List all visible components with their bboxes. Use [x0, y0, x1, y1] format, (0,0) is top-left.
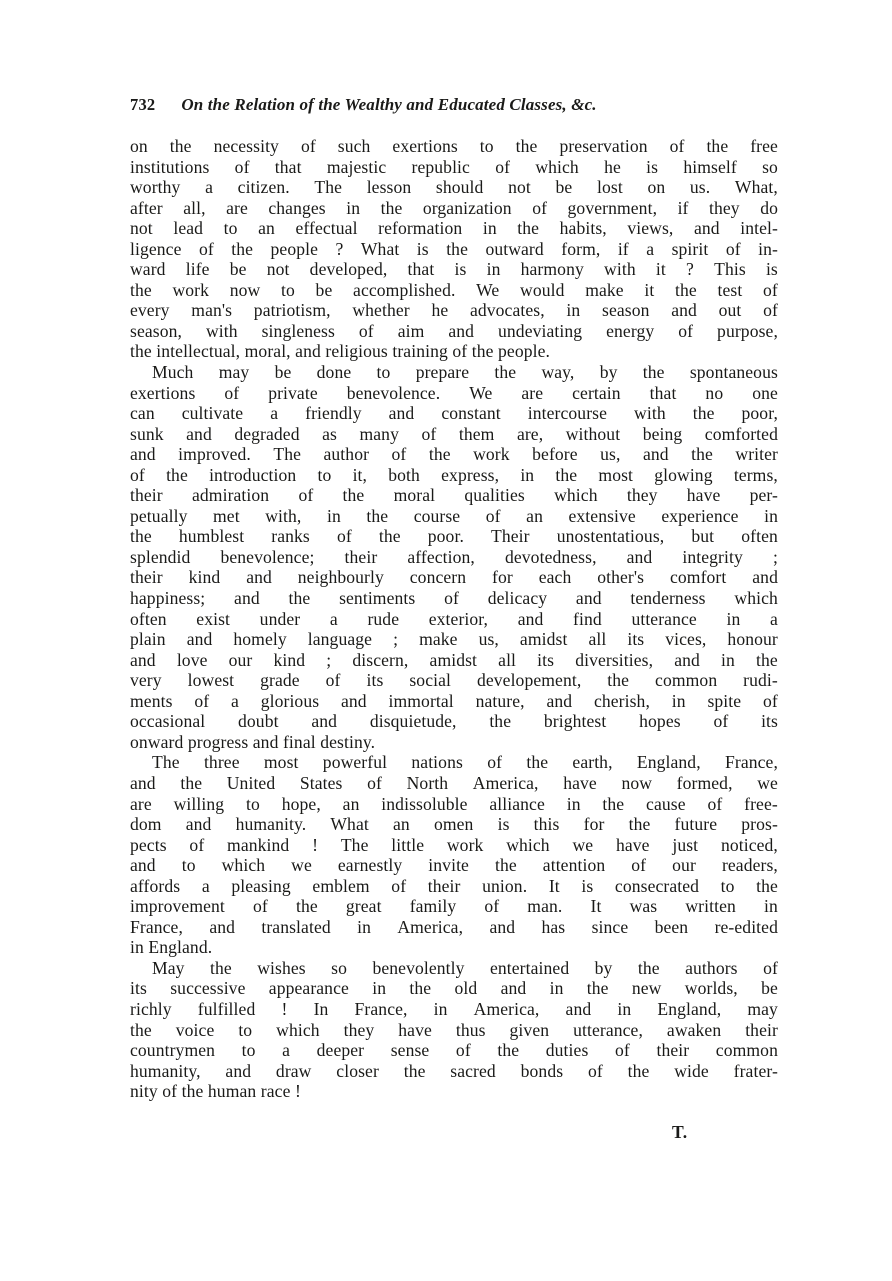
text-line: in England. — [130, 937, 213, 958]
text-line: the voice to which they have thus given utterance, awaken their — [130, 1019, 778, 1040]
paragraph — [130, 752, 778, 957]
text-line: season, with singleness of aim and undeviating energy of purpose, — [130, 320, 778, 341]
text-line: countrymen to a deeper sense of the duties of their common — [130, 1040, 778, 1061]
text-line: every man's patriotism, whether he advocates, in season and out of — [130, 300, 778, 321]
text-line: The three most powerful nations of the earth, England, France, — [152, 752, 778, 773]
text-line: ward life be not developed, that is in harmony with it ? This is — [130, 259, 778, 280]
text-line: dom and humanity. What an omen is this for the future pros- — [130, 814, 778, 835]
text-line: not lead to an effectual reformation in the habits, views, and intel- — [130, 218, 778, 239]
running-head — [130, 95, 780, 119]
text-line: worthy a citizen. The lesson should not be lost on us. What, — [130, 177, 778, 198]
text-line: nity of the human race ! — [130, 1081, 301, 1102]
text-line: its successive appearance in the old and in the new worlds, be — [130, 978, 778, 999]
text-line: the work now to be accomplished. We would make it the test of — [130, 279, 778, 300]
text-line: after all, are changes in the organization of government, if they do — [130, 197, 778, 218]
text-line: occasional doubt and disquietude, the brightest hopes of its — [130, 711, 778, 732]
running-title: On the Relation of the Wealthy and Educated Classes, &c. — [181, 95, 597, 114]
text-line: pects of mankind ! The little work which we have just noticed, — [130, 834, 778, 855]
text-line: the intellectual, moral, and religious training of the people. — [130, 341, 551, 362]
paragraph — [130, 362, 778, 752]
text-line: very lowest grade of its social developement, the common rudi- — [130, 670, 778, 691]
text-line: the humblest ranks of the poor. Their unostentatious, but often — [130, 526, 778, 547]
text-line: of the introduction to it, both express, in the most glowing terms, — [130, 464, 778, 485]
paragraph — [130, 958, 778, 1102]
text-line: their kind and neighbourly concern for each other's comfort and — [130, 567, 778, 588]
text-line: and the United States of North America, have now formed, we — [130, 772, 778, 793]
text-line: splendid benevolence; their affection, devotedness, and integrity ; — [130, 546, 778, 567]
text-line: happiness; and the sentiments of delicacy and tenderness which — [130, 588, 778, 609]
text-line: often exist under a rude exterior, and find utterance in a — [130, 608, 778, 629]
text-line: affords a pleasing emblem of their union. It is consecrated to the — [130, 875, 778, 896]
text-line: ments of a glorious and immortal nature, and cherish, in spite of — [130, 690, 778, 711]
author-signature: T. — [672, 1121, 688, 1142]
paragraph — [130, 136, 778, 362]
text-line: Much may be done to prepare the way, by the spontaneous — [152, 362, 778, 383]
text-line: on the necessity of such exertions to the preservation of the free — [130, 136, 778, 156]
text-line: are willing to hope, an indissoluble alliance in the cause of free- — [130, 793, 778, 814]
text-line: onward progress and final destiny. — [130, 731, 376, 752]
text-line: petually met with, in the course of an extensive experience in — [130, 505, 778, 526]
page-folio: 732 — [130, 95, 156, 114]
text-line: can cultivate a friendly and constant intercourse with the poor, — [130, 403, 778, 424]
text-line: institutions of that majestic republic of which he is himself so — [130, 156, 778, 177]
text-line: improvement of the great family of man. It was written in — [130, 896, 778, 917]
text-line: May the wishes so benevolently entertained by the authors of — [152, 957, 778, 978]
text-line: richly fulfilled ! In France, in America, and in England, may — [130, 998, 778, 1019]
text-line: France, and translated in America, and has since been re-edited — [130, 916, 778, 937]
text-line: and love our kind ; discern, amidst all its diversities, and in the — [130, 649, 778, 670]
text-line: sunk and degraded as many of them are, without being comforted — [130, 423, 778, 444]
text-line: and to which we earnestly invite the attention of our readers, — [130, 855, 778, 876]
body-text-block — [130, 136, 778, 1142]
text-line: ligence of the people ? What is the outward form, if a spirit of in- — [130, 238, 778, 259]
text-line: exertions of private benevolence. We are certain that no one — [130, 382, 778, 403]
text-line: their admiration of the moral qualities which they have per- — [130, 485, 778, 506]
text-line: and improved. The author of the work before us, and the writer — [130, 444, 778, 465]
text-line: plain and homely language ; make us, amidst all its vices, honour — [130, 629, 778, 650]
text-line: humanity, and draw closer the sacred bonds of the wide frater- — [130, 1060, 778, 1081]
